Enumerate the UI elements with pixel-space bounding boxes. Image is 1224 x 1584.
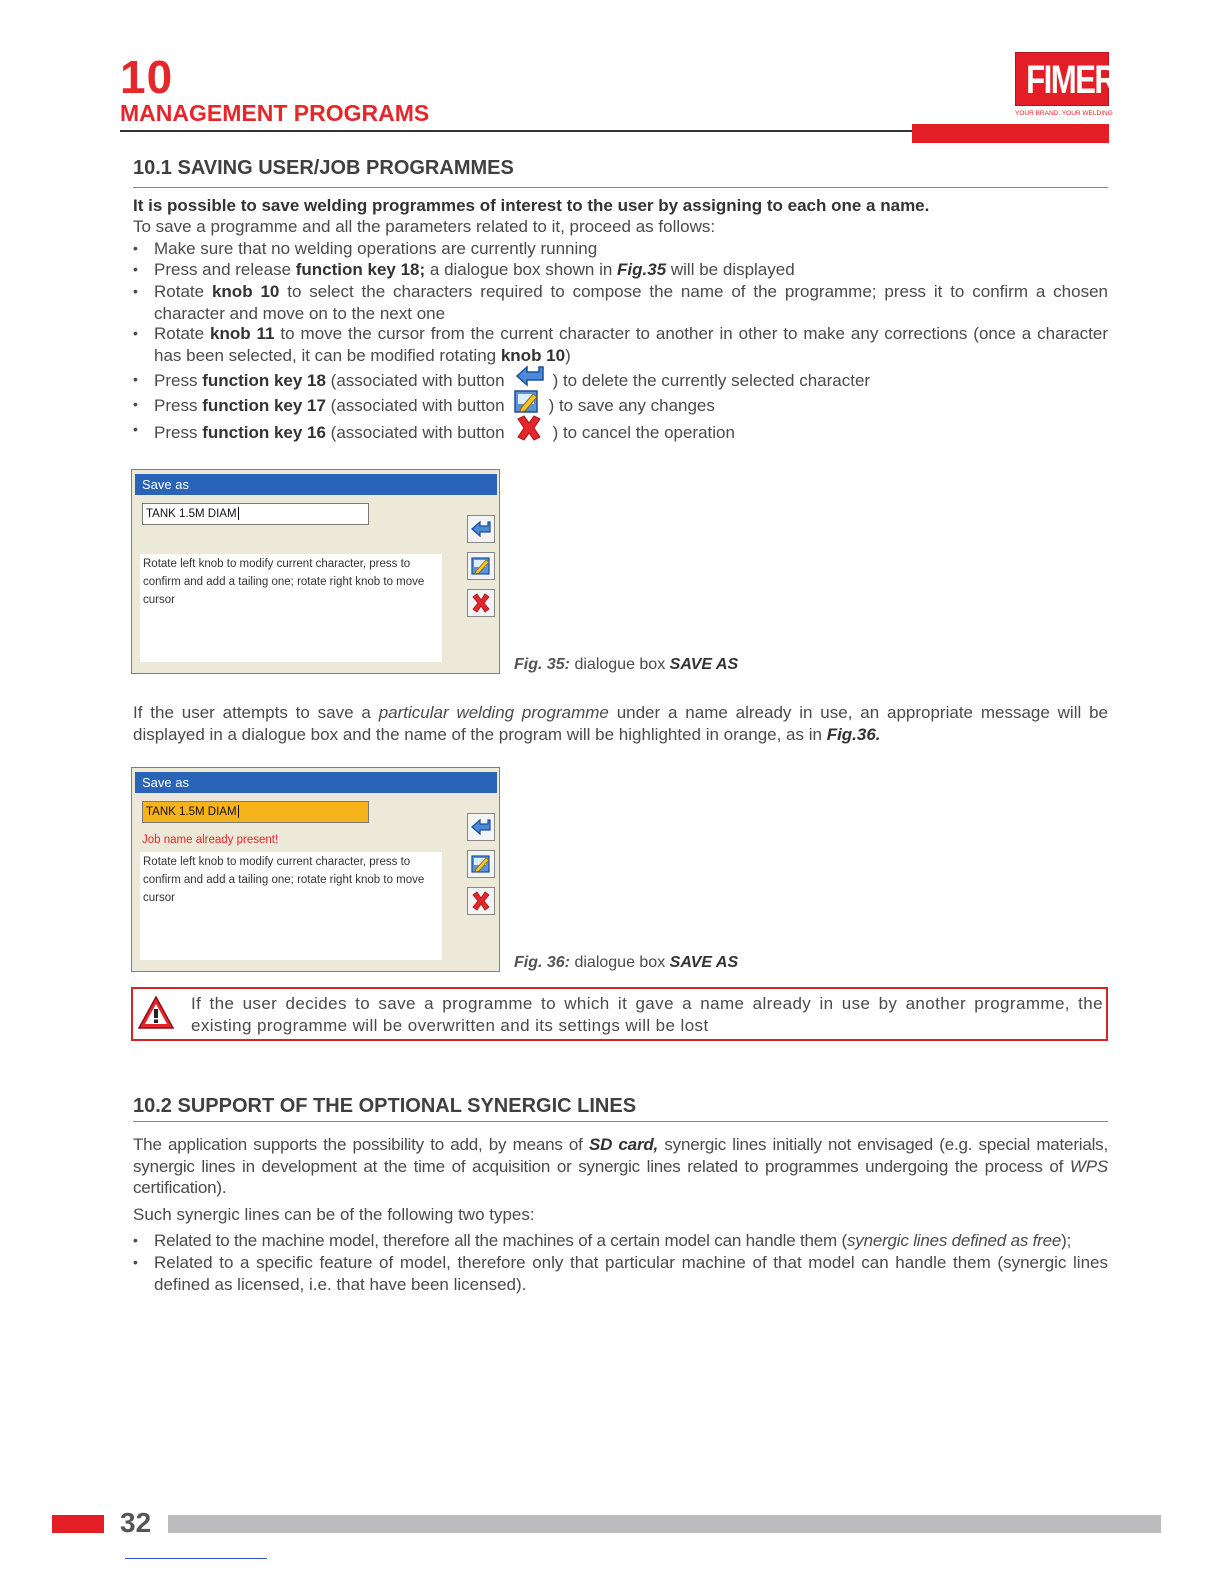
program-name-value: TANK 1.5M DIAM [146,806,237,818]
footer-grey-bar [168,1515,1161,1533]
save-changes-button[interactable] [467,552,495,580]
figure-reference: Fig.35 [617,260,667,279]
lead-paragraph: It is possible to save welding programmes of interest to the user by assigning to each one a name. [133,196,930,215]
body-paragraph: Such synergic lines can be of the following two types: [133,1205,535,1224]
footer-red-bar [52,1515,104,1533]
bullet-text: (associated with button [325,396,505,416]
delete-char-button[interactable] [467,515,495,543]
bullet-bold: knob 11 [210,324,275,343]
bullet-text: ) to delete the currently selected character [552,371,871,391]
figure-caption [514,954,738,972]
bullet-item [133,238,1108,260]
caption-title: SAVE AS [669,656,739,673]
figure-caption [514,656,738,674]
bullet-text: will be displayed [666,260,795,279]
bullet-item [133,281,1108,324]
back-arrow-icon [470,518,492,540]
caption-text: dialogue box [570,656,670,673]
dialog-help-text: Rotate left knob to modify current character, press to confirm and add a tailing one; rotate right knob to move cursor [140,554,442,662]
bullet-item [133,1230,1108,1252]
bullet-text: Press [154,396,203,416]
bullet-bold: function key 16 [202,423,326,443]
paragraph-italic: WPS [1069,1156,1108,1176]
footer-link-line [125,1558,267,1559]
bullet-text: ); [1061,1231,1072,1250]
bullet-item [133,369,1108,395]
logo-text: FIMER [1026,58,1116,102]
cancel-button[interactable] [467,887,495,915]
dialog-help-text: Rotate left knob to modify current character, press to confirm and add a tailing one; rotate right knob to move cursor [140,852,442,960]
program-name-input[interactable] [142,503,369,525]
bullet-text: ) to save any changes [548,396,715,416]
bullet-text: Related to the machine model, therefore all the machines of a certain model can handle them ( [154,1231,847,1250]
bullet-text: Related to a specific feature of model, therefore only that particular machine of that model can handle them (synergic lines defined as licensed, i.e. that have been licensed). [154,1253,1108,1294]
paragraph-text: The application supports the possibility to add, by means of [133,1135,589,1154]
paragraph-italic: particular welding programme [378,703,609,722]
error-message: Job name already present! [142,834,279,846]
bullet-text: Rotate [154,282,212,301]
program-name-value: TANK 1.5M DIAM [146,508,237,520]
header-rule [120,130,912,132]
bullet-bold: knob 10 [211,282,280,301]
save-as-dialog [131,469,500,674]
paragraph-text: synergic lines initially not envisaged (e.g. special materials, synergic lines in development at the time of acquisition or synergic lines related to programmes undergoing the process of [133,1135,1109,1176]
dialog-title: Save as [135,474,497,495]
bullet-item [133,394,1108,420]
dialog-title: Save as [135,772,497,793]
section-title-10-2: 10.2 SUPPORT OF THE OPTIONAL SYNERGIC LINES [133,1095,637,1117]
delete-char-button[interactable] [467,813,495,841]
chapter-title: MANAGEMENT PROGRAMS [120,100,430,126]
bullet-text: to select the characters required to compose the name of the programme; press it to confirm a chosen character and move on to the next one [154,282,1108,323]
fimer-logo [1015,52,1116,106]
bullet-text: a dialogue box shown in [425,260,618,279]
bullet-text: (associated with button [325,423,505,443]
bullet-text: to move the cursor from the current character to another in other to make any corrections (once a character has been selected, it can be modified rotating [154,324,1108,365]
bullet-bold: function key 17 [202,396,326,416]
paragraph-text: under a name already in use, an appropriate message will be displayed in a dialogue box and the name of the program will be highlighted in orange, as in [133,703,1108,744]
bullet-item [133,1252,1108,1295]
red-x-icon [470,890,492,912]
back-arrow-icon [470,816,492,838]
section-rule [133,187,1108,188]
header-red-bar [912,124,1109,143]
save-as-dialog-error [131,767,500,972]
text-cursor [238,805,239,818]
warning-text: If the user decides to save a programme to which it gave a name already in use by another programme, the existing programme will be overwritten and its settings will be lost [191,994,1103,1035]
text-cursor [238,507,239,520]
warning-box [131,987,1108,1041]
save-pencil-icon [470,853,492,875]
paragraph-text: certification). [133,1178,227,1197]
bullet-text: Press [154,423,203,443]
bullet-bold: function key 18 [202,371,326,391]
bullet-text: (associated with button [325,371,505,391]
bullet-text: Rotate [154,324,211,343]
save-pencil-icon [470,555,492,577]
paragraph-bold: SD card, [588,1135,659,1154]
bullet-item [133,323,1108,366]
bullet-bold: knob 10 [500,345,566,365]
bullet-text: ) to cancel the operation [552,423,735,443]
body-paragraph [133,702,1108,745]
chapter-number: 10 [120,51,174,103]
bullet-text: ) [565,345,571,365]
bullet-item [133,259,1108,281]
cancel-button[interactable] [467,589,495,617]
page-number: 32 [120,1507,152,1538]
program-name-input[interactable] [142,801,369,823]
bullet-bold: function key 18; [295,260,426,279]
bullet-text: Make sure that no welding operations are currently running [154,239,598,258]
logo-tagline: YOUR BRAND. YOUR WELDING [1015,110,1113,117]
caption-label: Fig. 35: [514,656,571,673]
red-x-icon [470,592,492,614]
bullet-italic: synergic lines defined as free [846,1231,1062,1250]
intro-paragraph: To save a programme and all the parameters related to it, proceed as follows: [133,217,716,236]
warning-triangle-icon [137,995,175,1036]
paragraph-text: If the user attempts to save a [133,703,379,722]
bullet-item [133,419,1108,449]
caption-text: dialogue box [570,954,670,971]
save-changes-button[interactable] [467,850,495,878]
section-rule [133,1121,1108,1122]
figure-reference: Fig.36. [826,724,881,744]
caption-label: Fig. 36: [514,954,571,971]
red-x-icon [513,413,545,449]
bullet-text: Press and release [154,260,296,279]
section-title-10-1: 10.1 SAVING USER/JOB PROGRAMMES [133,157,514,179]
body-paragraph [133,1134,1108,1199]
bullet-text: Press [154,371,203,391]
caption-title: SAVE AS [669,954,739,971]
